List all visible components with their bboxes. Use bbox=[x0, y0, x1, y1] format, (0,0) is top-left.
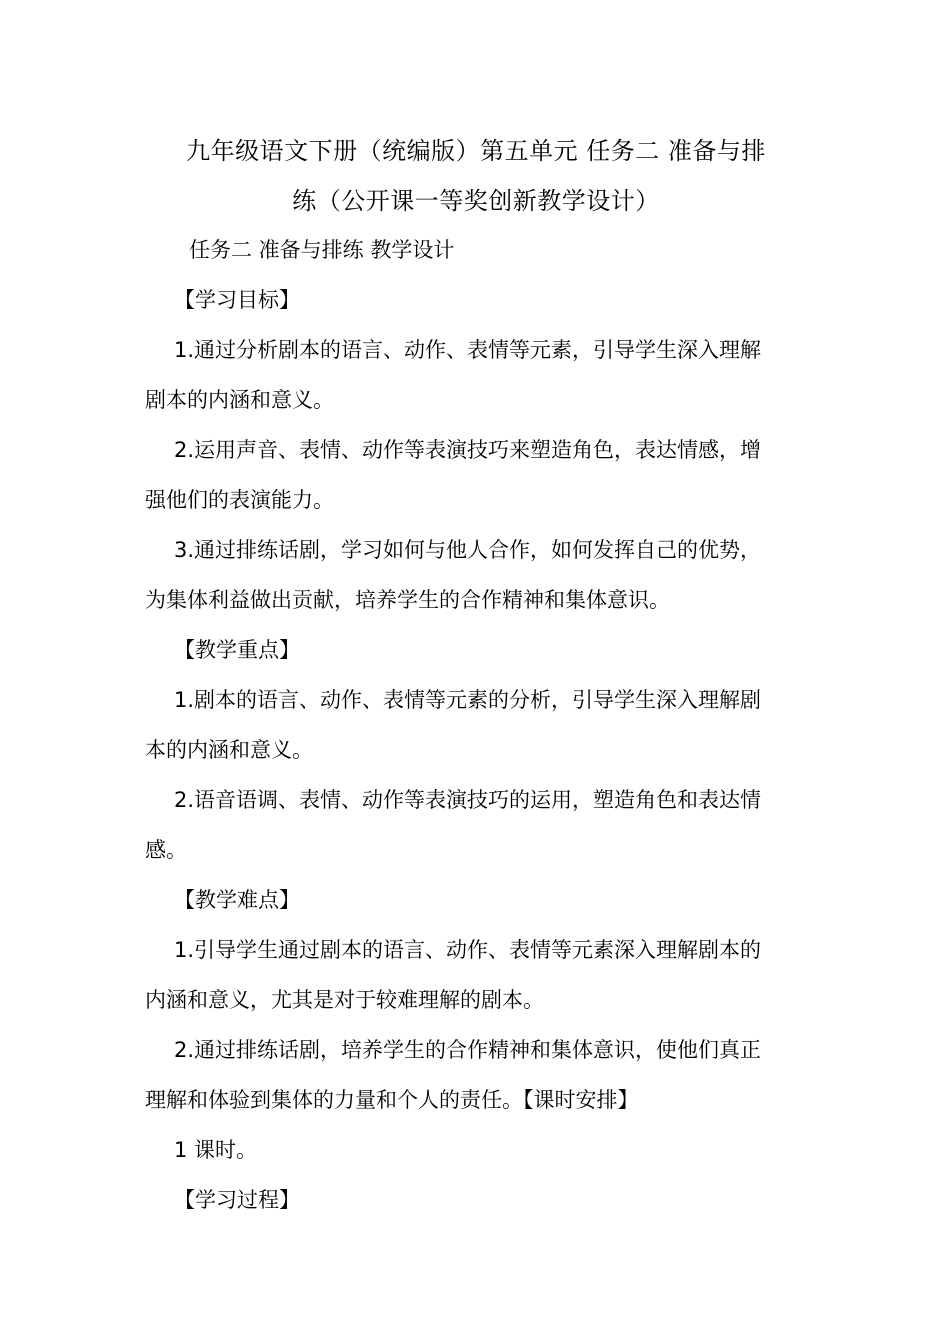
key-point-2-line-2: 感。 bbox=[145, 838, 187, 862]
document-title-line-2: 练（公开课一等奖创新教学设计） bbox=[292, 187, 660, 215]
objective-1-line-1: 1.通过分析剧本的语言、动作、表情等元素，引导学生深入理解 bbox=[174, 338, 762, 362]
key-points-heading: 【教学重点】 bbox=[174, 638, 300, 662]
objective-2-line-2: 强他们的表演能力。 bbox=[145, 488, 334, 512]
difficulty-1-line-1: 1.引导学生通过剧本的语言、动作、表情等元素深入理解剧本的 bbox=[174, 938, 762, 962]
objective-3-line-2: 为集体利益做出贡献，培养学生的合作精神和集体意识。 bbox=[145, 588, 670, 612]
objective-1-line-2: 剧本的内涵和意义。 bbox=[145, 388, 334, 412]
difficulty-1-line-2: 内涵和意义，尤其是对于较难理解的剧本。 bbox=[145, 988, 544, 1012]
difficulties-heading: 【教学难点】 bbox=[174, 888, 300, 912]
objective-3-line-1: 3.通过排练话剧，学习如何与他人合作，如何发挥自己的优势， bbox=[174, 538, 762, 562]
key-point-1-line-1: 1.剧本的语言、动作、表情等元素的分析，引导学生深入理解剧 bbox=[174, 688, 762, 712]
objectives-heading: 【学习目标】 bbox=[174, 288, 300, 312]
objective-2-line-1: 2.运用声音、表情、动作等表演技巧来塑造角色，表达情感，增 bbox=[174, 438, 762, 462]
schedule-value: 1 课时。 bbox=[174, 1138, 258, 1162]
key-point-2-line-1: 2.语音语调、表情、动作等表演技巧的运用，塑造角色和表达情 bbox=[174, 788, 762, 812]
difficulty-2-line-1: 2.通过排练话剧，培养学生的合作精神和集体意识，使他们真正 bbox=[174, 1038, 762, 1062]
key-point-1-line-2: 本的内涵和意义。 bbox=[145, 738, 313, 762]
document-subtitle: 任务二 准备与排练 教学设计 bbox=[189, 238, 455, 262]
document-title-line-1: 九年级语文下册（统编版）第五单元 任务二 准备与排 bbox=[186, 137, 766, 165]
difficulty-2-line-2: 理解和体验到集体的力量和个人的责任。【课时安排】 bbox=[145, 1088, 639, 1112]
process-heading: 【学习过程】 bbox=[174, 1188, 300, 1212]
